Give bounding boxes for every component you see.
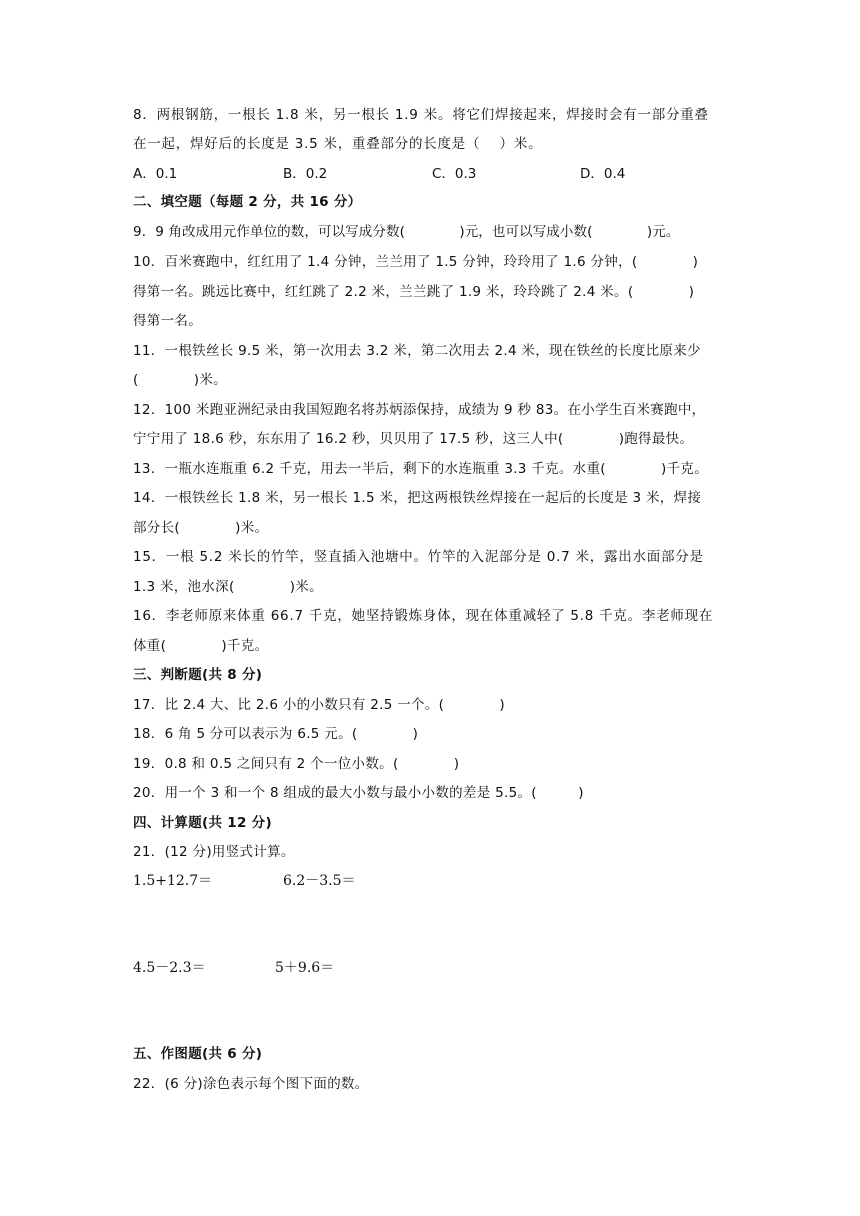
question-11-line-2: ( )米。: [133, 372, 227, 388]
question-15-line-2: 1.3 米，池水深( )米。: [133, 579, 323, 595]
question-8-option-d: D．0.4: [580, 166, 626, 182]
question-8-option-b: B．0.2: [283, 166, 328, 182]
question-15-line-1: 15．一根 5.2 米长的竹竿，竖直插入池塘中。竹竿的入泥部分是 0.7 米，露出水面部分是: [133, 549, 704, 565]
section-5-heading: 五、作图题(共 6 分): [133, 1046, 263, 1062]
calc-4: 5＋9.6＝: [275, 960, 335, 976]
question-8-line-1: 8．两根钢筋，一根长 1.8 米，另一根长 1.9 米。将它们焊接起来，焊接时会有一部分重叠: [133, 107, 709, 123]
question-14-line-2: 部分长( )米。: [133, 520, 269, 536]
calc-2: 6.2－3.5＝: [283, 873, 356, 889]
question-11-line-1: 11．一根铁丝长 9.5 米，第一次用去 3.2 米，第二次用去 2.4 米，现在铁丝的长度比原来少: [133, 343, 701, 359]
section-2-heading: 二、填空题（每题 2 分，共 16 分）: [133, 194, 362, 210]
question-14-line-1: 14．一根铁丝长 1.8 米，另一根长 1.5 米，把这两根铁丝焊接在一起后的长度是 3 米，焊接: [133, 490, 702, 506]
question-19: 19．0.8 和 0.5 之间只有 2 个一位小数。( ): [133, 756, 460, 772]
question-10-line-2: 得第一名。跳远比赛中，红红跳了 2.2 米，兰兰跳了 1.9 米，玲玲跳了 2.4 米。( ): [133, 284, 695, 300]
question-8-option-a: A．0.1: [133, 166, 178, 182]
section-4-heading: 四、计算题(共 12 分): [133, 815, 272, 831]
section-3-heading: 三、判断题(共 8 分): [133, 667, 263, 683]
question-18: 18．6 角 5 分可以表示为 6.5 元。( ): [133, 726, 419, 742]
calc-1: 1.5+12.7＝: [133, 873, 213, 889]
calc-3: 4.5－2.3＝: [133, 960, 206, 976]
question-12-line-1: 12．100 米跑亚洲纪录由我国短跑名将苏炳添保持，成绩为 9 秒 83。在小学生百米赛跑中，: [133, 402, 706, 418]
question-12-line-2: 宁宁用了 18.6 秒，东东用了 16.2 秒，贝贝用了 17.5 秒，这三人中( )跑得最快。: [133, 431, 694, 447]
question-21: 21．(12 分)用竖式计算。: [133, 844, 295, 860]
question-10-line-3: 得第一名。: [133, 313, 202, 329]
question-8-line-2: 在一起，焊好后的长度是 3.5 米，重叠部分的长度是（ ）米。: [133, 136, 543, 152]
question-10-line-1: 10．百米赛跑中，红红用了 1.4 分钟，兰兰用了 1.5 分钟，玲玲用了 1.6 分钟，( ): [133, 254, 699, 270]
question-22: 22．(6 分)涂色表示每个图下面的数。: [133, 1076, 369, 1092]
question-16-line-1: 16．李老师原来体重 66.7 千克，她坚持锻炼身体，现在体重减轻了 5.8 千克。李老师现在: [133, 608, 714, 624]
question-16-line-2: 体重( )千克。: [133, 638, 269, 654]
question-13: 13．一瓶水连瓶重 6.2 千克，用去一半后，剩下的水连瓶重 3.3 千克。水重( )千克。: [133, 461, 709, 477]
question-8-option-c: C．0.3: [432, 166, 477, 182]
question-17: 17．比 2.4 大、比 2.6 小的小数只有 2.5 一个。( ): [133, 697, 505, 713]
question-9: 9．9 角改成用元作单位的数，可以写成分数( )元，也可以写成小数( )元。: [133, 224, 680, 240]
question-20: 20．用一个 3 和一个 8 组成的最大小数与最小小数的差是 5.5。( ): [133, 785, 584, 801]
